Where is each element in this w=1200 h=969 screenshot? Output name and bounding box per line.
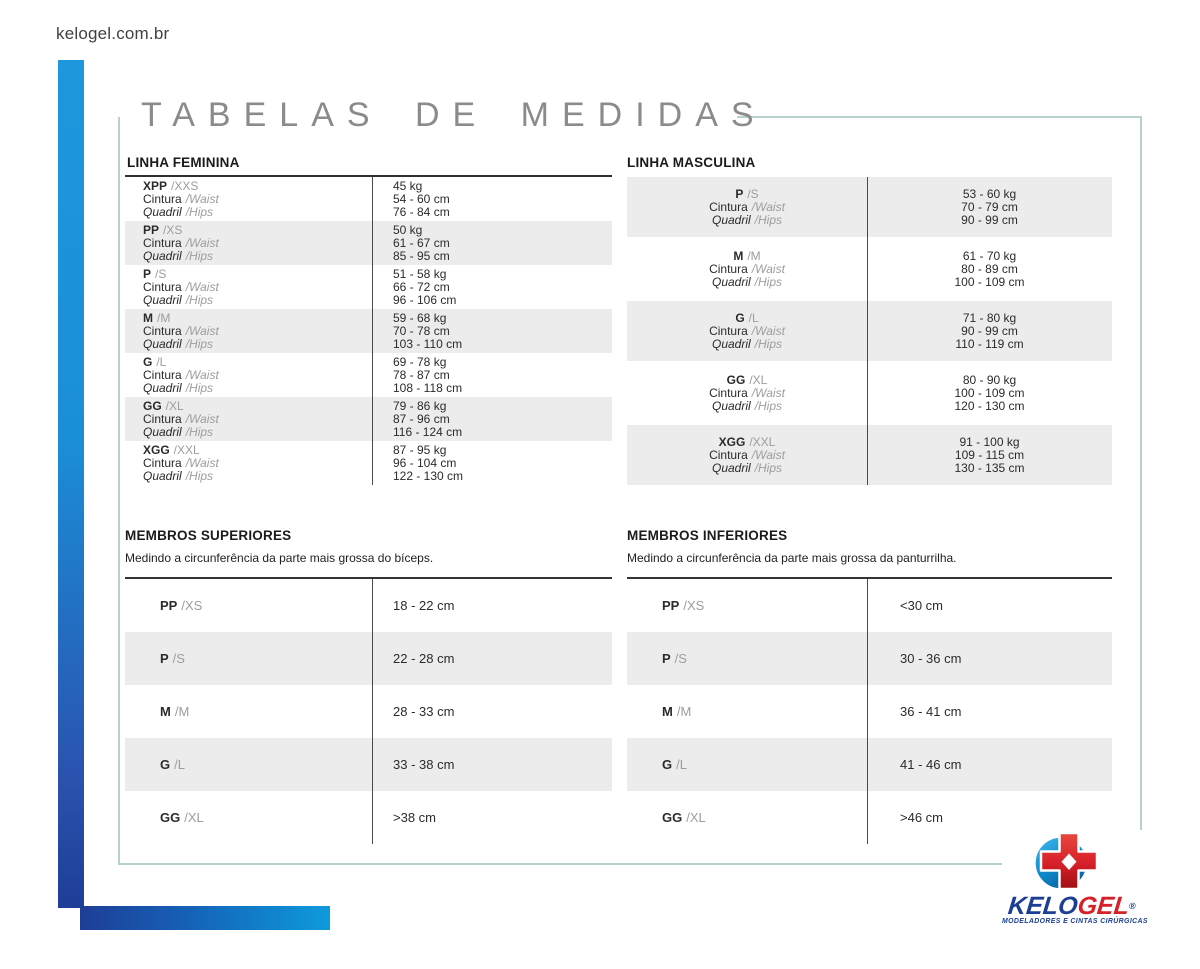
size-code-intl: /S	[674, 651, 687, 666]
size-cell	[125, 268, 372, 307]
value-cell: 28 - 33 cm	[393, 704, 455, 719]
size-code: XGG	[718, 434, 746, 449]
waist-label: Cintura	[143, 367, 182, 382]
hips-label: Quadril	[711, 274, 751, 289]
table-row	[125, 397, 612, 441]
value-cell: 41 - 46 cm	[900, 757, 962, 772]
frame-right-line	[1140, 116, 1142, 834]
hips-label: Quadril	[143, 380, 182, 395]
hips-label: Quadril	[143, 468, 182, 483]
weight-value: 69 - 78 kg	[393, 354, 447, 369]
size-cell	[125, 180, 372, 219]
column-divider	[867, 579, 868, 844]
waist-value: 61 - 67 cm	[393, 235, 450, 250]
brand-tagline: MODELADORES E CINTAS CIRÚRGICAS	[1002, 918, 1148, 925]
value-cell: >38 cm	[393, 810, 436, 825]
brand-part-gel: GEL	[1076, 892, 1131, 920]
value-cell: 22 - 28 cm	[393, 651, 455, 666]
inferiores-rows	[627, 577, 1112, 844]
size-code: PP	[662, 598, 680, 613]
size-cell	[627, 811, 867, 824]
values-cell	[372, 268, 612, 307]
table-row	[125, 309, 612, 353]
value-cell: >46 cm	[900, 810, 943, 825]
size-code-intl: /XS	[181, 598, 203, 613]
size-cell	[627, 758, 867, 771]
masculina-rows	[627, 177, 1112, 485]
table-linha-feminina	[125, 155, 612, 485]
waist-label: Cintura	[709, 199, 748, 214]
hips-value: 120 - 130 cm	[954, 398, 1025, 413]
weight-value: 59 - 68 kg	[393, 310, 447, 325]
size-code: G	[735, 310, 745, 325]
table-row	[627, 632, 1112, 685]
weight-value: 51 - 58 kg	[393, 266, 447, 281]
waist-label: Cintura	[143, 323, 182, 338]
size-cell	[125, 811, 372, 824]
waist-label-en: /Waist	[751, 261, 785, 276]
hips-label: Quadril	[711, 212, 751, 227]
hips-label: Quadril	[143, 292, 182, 307]
size-code-intl: /XS	[163, 222, 183, 237]
size-code: XGG	[143, 442, 170, 457]
size-cell	[125, 705, 372, 718]
hips-value: 76 - 84 cm	[393, 204, 450, 219]
column-divider	[372, 579, 373, 844]
waist-value: 66 - 72 cm	[393, 279, 450, 294]
size-code-intl: /XXS	[171, 178, 199, 193]
size-code: P	[160, 651, 169, 666]
weight-value: 91 - 100 kg	[959, 434, 1020, 449]
hips-label-en: /Hips	[754, 398, 783, 413]
values-cell	[867, 250, 1112, 289]
size-cell	[125, 599, 372, 612]
size-cell	[627, 374, 867, 413]
frame-top-line	[737, 116, 1142, 118]
column-divider	[372, 177, 373, 485]
hips-label-en: /Hips	[754, 336, 783, 351]
table-row	[627, 301, 1112, 361]
values-cell	[372, 356, 612, 395]
bottom-gradient-bar	[80, 906, 330, 930]
kelogel-logo	[1002, 830, 1148, 936]
table-row	[627, 425, 1112, 485]
size-cell	[627, 312, 867, 351]
weight-value: 79 - 86 kg	[393, 398, 447, 413]
size-code: P	[662, 651, 671, 666]
waist-label-en: /Waist	[751, 323, 785, 338]
size-code: G	[662, 757, 673, 772]
waist-label-en: /Waist	[185, 323, 219, 338]
size-cell	[627, 188, 867, 227]
waist-label-en: /Waist	[751, 385, 785, 400]
table-row	[125, 685, 612, 738]
size-code: M	[733, 248, 744, 263]
waist-value: 96 - 104 cm	[393, 455, 457, 470]
table-membros-superiores	[125, 528, 612, 844]
size-cell	[627, 652, 867, 665]
hips-label-en: /Hips	[185, 380, 214, 395]
frame-left-line	[118, 117, 120, 865]
section-title-superiores: MEMBROS SUPERIORES	[125, 528, 292, 543]
size-code: P	[143, 266, 152, 281]
size-code-intl: /XS	[683, 598, 705, 613]
waist-label: Cintura	[143, 411, 182, 426]
hips-label: Quadril	[143, 248, 182, 263]
size-code-intl: /XL	[184, 810, 204, 825]
hips-value: 130 - 135 cm	[954, 460, 1025, 475]
waist-label-en: /Waist	[185, 279, 219, 294]
waist-label: Cintura	[143, 455, 182, 470]
section-title-masculina: LINHA MASCULINA	[627, 155, 756, 170]
hips-label-en: /Hips	[754, 274, 783, 289]
values-cell	[867, 436, 1112, 475]
waist-label: Cintura	[143, 279, 182, 294]
waist-label-en: /Waist	[185, 455, 219, 470]
size-code-intl: /XXL	[173, 442, 200, 457]
weight-value: 71 - 80 kg	[962, 310, 1017, 325]
size-code: PP	[143, 222, 160, 237]
values-cell	[372, 224, 612, 263]
section-subtitle-superiores: Medindo a circunferência da parte mais grossa do bíceps.	[125, 551, 434, 565]
table-row	[125, 177, 612, 221]
section-title-inferiores: MEMBROS INFERIORES	[627, 528, 788, 543]
hips-value: 116 - 124 cm	[393, 424, 463, 439]
size-code-intl: /M	[747, 248, 761, 263]
size-code-intl: /L	[174, 757, 185, 772]
feminina-rows	[125, 177, 612, 485]
size-code: G	[160, 757, 171, 772]
waist-value: 100 - 109 cm	[954, 385, 1025, 400]
weight-value: 50 kg	[393, 222, 423, 237]
waist-label-en: /Waist	[185, 411, 219, 426]
size-code: P	[735, 186, 744, 201]
size-code-intl: /L	[748, 310, 759, 325]
value-cell: 36 - 41 cm	[900, 704, 962, 719]
values-cell	[372, 312, 612, 351]
size-cell	[125, 400, 372, 439]
weight-value: 45 kg	[393, 178, 423, 193]
size-code: M	[143, 310, 153, 325]
frame-bottom-line	[118, 863, 1002, 865]
table-row	[125, 738, 612, 791]
size-code-intl: /S	[172, 651, 185, 666]
superiores-rows	[125, 577, 612, 844]
waist-label: Cintura	[143, 191, 182, 206]
table-row	[125, 265, 612, 309]
hips-label-en: /Hips	[185, 204, 214, 219]
hips-value: 110 - 119 cm	[955, 336, 1024, 351]
waist-label-en: /Waist	[185, 235, 219, 250]
weight-value: 87 - 95 kg	[393, 442, 447, 457]
value-cell: <30 cm	[900, 598, 943, 613]
waist-label: Cintura	[709, 261, 748, 276]
hips-value: 90 - 99 cm	[961, 212, 1018, 227]
registered-mark: ®	[1128, 901, 1137, 911]
weight-value: 53 - 60 kg	[962, 186, 1017, 201]
size-cell	[627, 436, 867, 475]
size-code: M	[662, 704, 673, 719]
size-cell	[125, 224, 372, 263]
brand-wordmark	[1001, 892, 1143, 920]
size-cell	[125, 312, 372, 351]
table-row	[627, 738, 1112, 791]
hips-label-en: /Hips	[185, 292, 214, 307]
hips-label-en: /Hips	[754, 460, 783, 475]
hips-label: Quadril	[711, 336, 751, 351]
waist-label-en: /Waist	[185, 191, 219, 206]
table-row	[125, 791, 612, 844]
size-code: GG	[726, 372, 746, 387]
size-code-intl: /M	[157, 310, 171, 325]
hips-value: 108 - 118 cm	[393, 380, 463, 395]
hips-label: Quadril	[711, 398, 751, 413]
size-code: PP	[160, 598, 178, 613]
waist-label: Cintura	[709, 323, 748, 338]
hips-value: 85 - 95 cm	[393, 248, 450, 263]
hips-label: Quadril	[711, 460, 751, 475]
size-code-intl: /XXL	[749, 434, 776, 449]
table-row	[627, 363, 1112, 423]
table-row	[627, 239, 1112, 299]
values-cell	[867, 188, 1112, 227]
hips-label: Quadril	[143, 204, 182, 219]
hips-label-en: /Hips	[185, 336, 214, 351]
size-cell	[627, 250, 867, 289]
site-url: kelogel.com.br	[56, 24, 170, 43]
table-row	[627, 685, 1112, 738]
waist-label: Cintura	[709, 447, 748, 462]
kelogel-cross-icon	[1005, 830, 1140, 894]
brand-part-kelo: KELO	[1006, 892, 1080, 920]
size-cell	[125, 444, 372, 483]
value-cell: 33 - 38 cm	[393, 757, 455, 772]
size-code-intl: /M	[174, 704, 190, 719]
size-code-intl: /XL	[686, 810, 706, 825]
section-subtitle-inferiores: Medindo a circunferência da parte mais grossa da panturrilha.	[627, 551, 957, 565]
hips-label-en: /Hips	[754, 212, 783, 227]
size-cell	[125, 356, 372, 395]
hips-label-en: /Hips	[185, 468, 214, 483]
size-code-intl: /XL	[165, 398, 184, 413]
values-cell	[867, 312, 1112, 351]
hips-value: 96 - 106 cm	[393, 292, 457, 307]
size-cell	[627, 599, 867, 612]
table-row	[125, 579, 612, 632]
page-title: TABELAS DE MEDIDAS	[141, 96, 767, 134]
size-cell	[125, 652, 372, 665]
table-row	[627, 177, 1112, 237]
size-cell	[627, 705, 867, 718]
hips-value: 103 - 110 cm	[393, 336, 463, 351]
hips-label: Quadril	[143, 336, 182, 351]
waist-label-en: /Waist	[751, 447, 785, 462]
table-membros-inferiores	[627, 528, 1112, 844]
values-cell	[372, 180, 612, 219]
section-title-feminina: LINHA FEMININA	[125, 155, 612, 177]
size-code-intl: /M	[676, 704, 692, 719]
size-code-intl: /S	[155, 266, 167, 281]
waist-value: 80 - 89 cm	[961, 261, 1018, 276]
values-cell	[372, 400, 612, 439]
table-row	[125, 353, 612, 397]
hips-value: 100 - 109 cm	[954, 274, 1025, 289]
waist-value: 87 - 96 cm	[393, 411, 450, 426]
values-cell	[867, 374, 1112, 413]
table-row	[125, 632, 612, 685]
hips-label: Quadril	[143, 424, 182, 439]
size-code: GG	[160, 810, 181, 825]
waist-value: 70 - 79 cm	[961, 199, 1018, 214]
waist-value: 54 - 60 cm	[393, 191, 450, 206]
column-divider	[867, 177, 868, 485]
size-code: GG	[143, 398, 162, 413]
value-cell: 18 - 22 cm	[393, 598, 455, 613]
waist-label-en: /Waist	[751, 199, 785, 214]
size-code-intl: /S	[747, 186, 759, 201]
hips-value: 122 - 130 cm	[393, 468, 464, 483]
value-cell: 30 - 36 cm	[900, 651, 962, 666]
hips-label-en: /Hips	[185, 424, 214, 439]
waist-value: 70 - 78 cm	[393, 323, 450, 338]
waist-value: 90 - 99 cm	[961, 323, 1018, 338]
table-row	[125, 441, 612, 485]
values-cell	[372, 444, 612, 483]
waist-value: 109 - 115 cm	[954, 447, 1025, 462]
size-code-intl: /XL	[749, 372, 768, 387]
waist-value: 78 - 87 cm	[393, 367, 450, 382]
weight-value: 80 - 90 kg	[962, 372, 1017, 387]
hips-label-en: /Hips	[185, 248, 214, 263]
weight-value: 61 - 70 kg	[962, 248, 1017, 263]
waist-label: Cintura	[709, 385, 748, 400]
size-code: XPP	[143, 178, 168, 193]
table-linha-masculina	[627, 155, 1112, 485]
size-cell	[125, 758, 372, 771]
waist-label-en: /Waist	[185, 367, 219, 382]
size-code-intl: /L	[676, 757, 687, 772]
size-code: M	[160, 704, 171, 719]
size-code: GG	[662, 810, 683, 825]
table-row	[627, 579, 1112, 632]
size-code: G	[143, 354, 153, 369]
waist-label: Cintura	[143, 235, 182, 250]
left-gradient-bar	[58, 60, 84, 908]
table-row	[125, 221, 612, 265]
size-code-intl: /L	[156, 354, 167, 369]
